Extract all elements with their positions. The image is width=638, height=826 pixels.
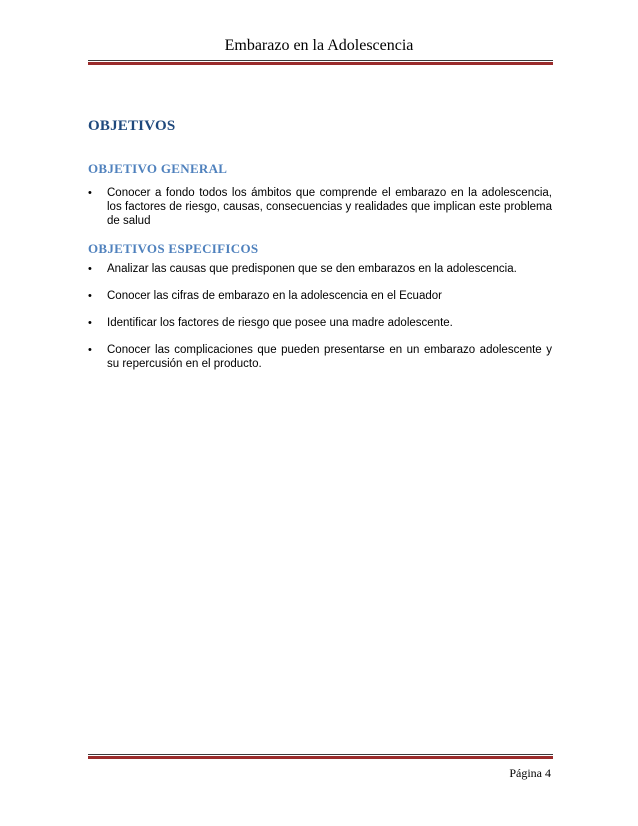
bullet-icon: •	[88, 263, 92, 275]
page-number: Página 4	[509, 766, 551, 780]
list-item	[88, 262, 552, 276]
specific-objectives-heading: OBJETIVOS ESPECIFICOS	[88, 241, 259, 256]
section-title: OBJETIVOS	[88, 118, 176, 134]
general-objective-list	[88, 186, 552, 228]
general-objective-heading: OBJETIVO GENERAL	[88, 161, 228, 176]
list-item-text: Analizar las causas que predisponen que se den embarazos en la adolescencia.	[107, 263, 517, 275]
list-item	[88, 186, 552, 228]
list-item-text: Conocer a fondo todos los ámbitos que comprende el embarazo en la adolescencia, los factores de riesgo, causas, consecuencias y realidades que implican este problema de salud	[107, 187, 552, 227]
bullet-icon: •	[88, 187, 92, 199]
list-item-text: Identificar los factores de riesgo que posee una madre adolescente.	[107, 317, 453, 329]
specific-objectives-list	[88, 262, 552, 384]
list-item	[88, 289, 552, 303]
list-item-text: Conocer las cifras de embarazo en la adolescencia en el Ecuador	[107, 290, 442, 302]
footer-rule	[88, 754, 553, 759]
header-rule	[88, 60, 553, 65]
bullet-icon: •	[88, 344, 92, 356]
list-item	[88, 343, 552, 371]
header-title: Embarazo en la Adolescencia	[224, 37, 414, 54]
list-item	[88, 316, 552, 330]
bullet-icon: •	[88, 290, 92, 302]
bullet-icon: •	[88, 317, 92, 329]
list-item-text: Conocer las complicaciones que pueden presentarse en un embarazo adolescente y su repercusión en el producto.	[107, 344, 552, 370]
